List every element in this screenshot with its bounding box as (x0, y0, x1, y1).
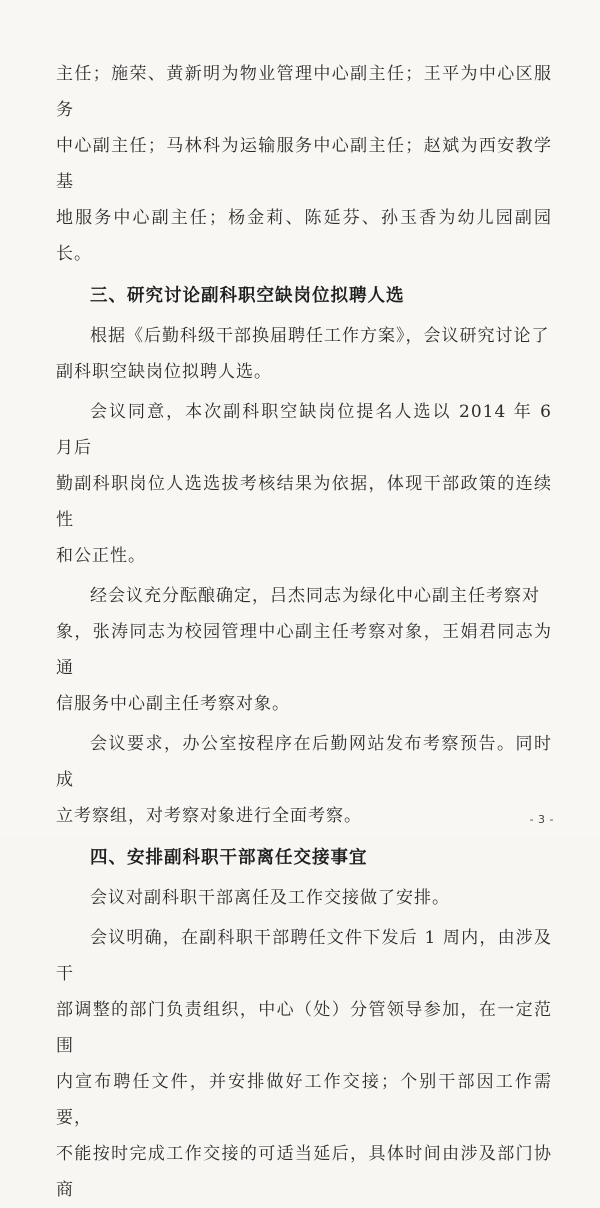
section-heading-3: 三、研究讨论副科职空缺岗位拟聘人选 (90, 286, 405, 306)
paragraph-handover-details (56, 920, 552, 1208)
paragraph-handover-arranged (56, 880, 552, 916)
document-body (56, 56, 552, 1208)
text-line: 副科职空缺岗位拟聘人选。 (56, 362, 272, 382)
paragraph-candidates (56, 578, 552, 722)
text-line: 地服务中心副主任；杨金莉、陈延芬、孙玉香为幼儿园副园长。 (56, 208, 552, 264)
text-line: 部调整的部门负责组织，中心（处）分管领导参加，在一定范围 (56, 1000, 552, 1056)
page-number: - 3 - (529, 813, 554, 826)
text-line: 会议对副科职干部离任及工作交接做了安排。 (90, 888, 450, 908)
text-line: 中心副主任；马林科为运输服务中心副主任；赵斌为西安教学基 (56, 136, 552, 192)
text-line: 立考察组，对考察对象进行全面考察。 (56, 806, 362, 826)
text-line: 会议同意，本次副科职空缺岗位提名人选以 2014 年 6 月后 (56, 402, 552, 458)
text-line: 和公正性。 (56, 546, 146, 566)
text-line: 象，张涛同志为校园管理中心副主任考察对象，王娟君同志为通 (56, 622, 552, 678)
text-line: 会议明确，在副科职干部聘任文件下发后 1 周内，由涉及干 (56, 928, 552, 984)
text-line: 会议要求，办公室按程序在后勤网站发布考察预告。同时成 (56, 734, 552, 790)
text-line: 勤副科职岗位人选选拔考核结果为依据，体现干部政策的连续性 (56, 474, 552, 530)
text-line: 根据《后勤科级干部换届聘任工作方案》，会议研究讨论了 (90, 326, 550, 346)
paragraph-discussion (56, 318, 552, 390)
text-line: 经会议充分酝酿确定，吕杰同志为绿化中心副主任考察对 (90, 586, 540, 606)
paragraph-requirements (56, 726, 552, 834)
paragraph-agreement (56, 394, 552, 574)
paragraph-appointments-continued (56, 56, 552, 272)
text-line: 主任；施荣、黄新明为物业管理中心副主任；王平为中心区服务 (56, 64, 552, 120)
text-line: 信服务中心副主任考察对象。 (56, 694, 290, 714)
section-heading-4: 四、安排副科职干部离任交接事宜 (90, 848, 368, 868)
text-line: 不能按时完成工作交接的可适当延后，具体时间由涉及部门协商 (56, 1144, 552, 1200)
text-line: 内宣布聘任文件，并安排做好工作交接；个别干部因工作需要， (56, 1072, 552, 1128)
